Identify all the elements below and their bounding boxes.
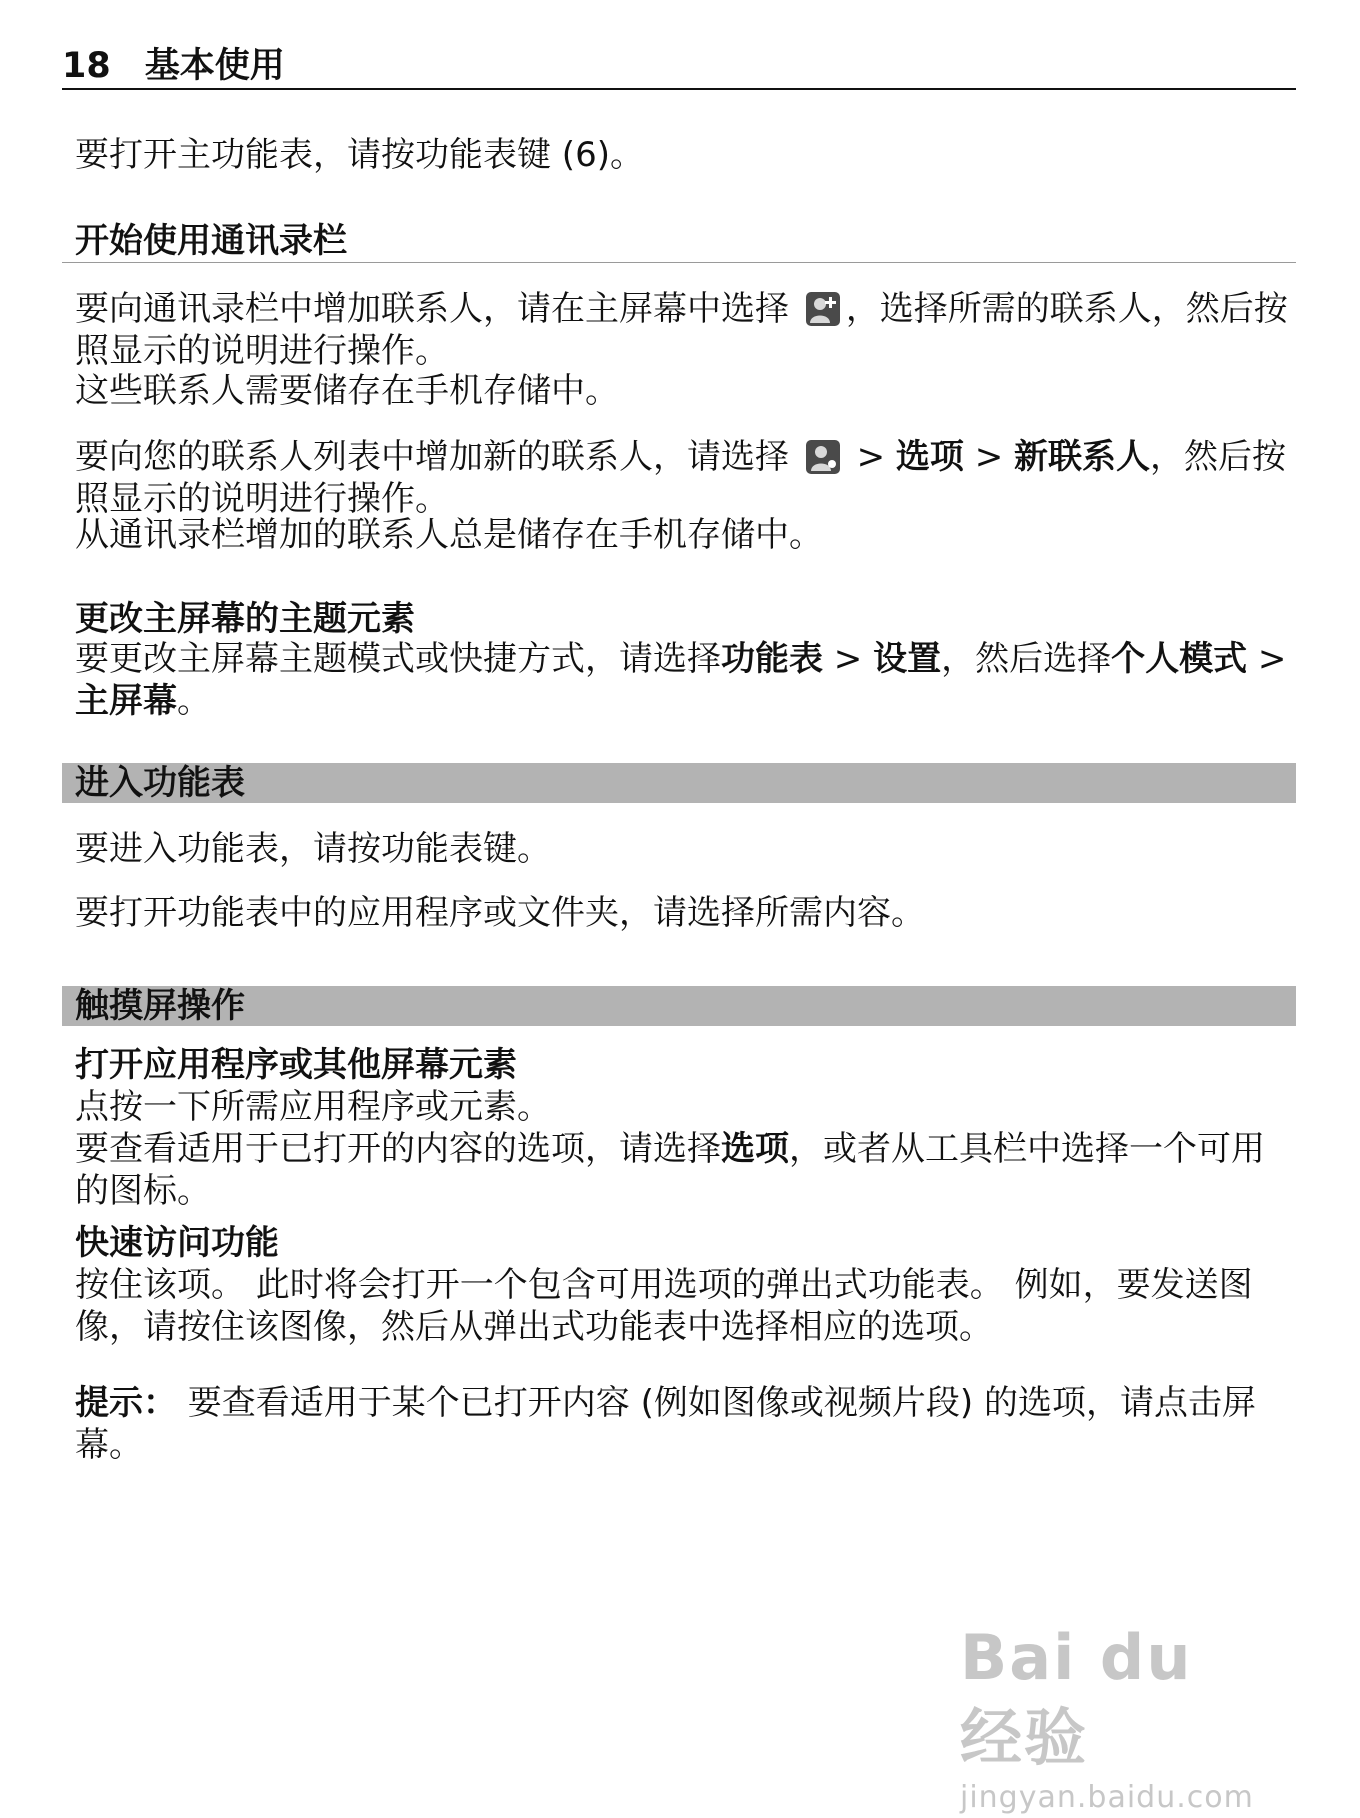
baidu-watermark: [960, 1618, 1280, 1815]
intro-paragraph: 要打开主功能表，请按功能表键 (6)。: [75, 135, 644, 175]
menu-paragraph-1: 要进入功能表，请按功能表键。: [75, 829, 551, 869]
theme-paragraph: 要更改主屏幕主题模式或快捷方式，请选择功能表 > 设置，然后选择个人模式 > 主屏幕。: [75, 639, 1287, 721]
open-paragraph-1: 点按一下所需应用程序或元素。: [75, 1087, 551, 1127]
watermark-logo: Bai du 经验: [960, 1621, 1193, 1774]
personal-mode-command: 个人模式: [1111, 639, 1248, 679]
page-header: [62, 44, 1296, 90]
settings-command: 设置: [873, 639, 942, 679]
section-band-touch: [62, 986, 1296, 1026]
menu-paragraph-2: 要打开功能表中的应用程序或文件夹，请选择所需内容。: [75, 893, 925, 933]
section-title-touch: 触摸屏操作: [75, 986, 245, 1026]
watermark-url: jingyan.baidu.com: [960, 1780, 1254, 1815]
section-title-contacts-bar: 开始使用通讯录栏: [75, 221, 347, 261]
options-command: 选项: [895, 437, 964, 477]
quick-paragraph: 按住该项。 此时将会打开一个包含可用选项的弹出式功能表。 例如，要发送图像，请按住该图像，然后从弹出式功能表中选择相应的选项。: [75, 1265, 1253, 1347]
section-title-theme: 更改主屏幕的主题元素: [75, 599, 415, 639]
tip-label: 提示：: [75, 1383, 177, 1423]
tip-paragraph: 提示： 要查看适用于某个已打开内容 (例如图像或视频片段) 的选项，请点击屏幕。: [75, 1383, 1256, 1465]
chapter-title: 基本使用: [144, 46, 285, 86]
add-contact-icon: [806, 292, 840, 326]
contacts-bar-paragraph-3: 要向您的联系人列表中增加新的联系人，请选择 > 选项 > 新联系人，然后按照显示的说明进行操作。: [75, 437, 1287, 519]
contacts-bar-paragraph-2: 这些联系人需要储存在手机存储中。: [75, 371, 619, 411]
contacts-bar-paragraph-1: 要向通讯录栏中增加联系人，请在主屏幕中选择 ，选择所需的联系人，然后按照显示的说明进行操作。: [75, 289, 1288, 371]
contacts-bar-paragraph-4: 从通讯录栏增加的联系人总是储存在手机存储中。: [75, 515, 823, 555]
subsection-title-open: 打开应用程序或其他屏幕元素: [75, 1045, 517, 1085]
home-screen-command: 主屏幕: [75, 681, 177, 721]
section-divider: [62, 262, 1296, 263]
section-band-menu: [62, 763, 1296, 803]
subsection-title-quick: 快速访问功能: [75, 1223, 279, 1263]
page-number: 18: [62, 46, 111, 86]
contact-icon: [806, 440, 840, 474]
section-title-menu: 进入功能表: [75, 763, 245, 803]
menu-command: 功能表: [721, 639, 823, 679]
open-paragraph-2: 要查看适用于已打开的内容的选项，请选择选项，或者从工具栏中选择一个可用的图标。: [75, 1129, 1265, 1211]
new-contact-command: 新联系人: [1014, 437, 1151, 477]
options-command: 选项: [721, 1129, 789, 1169]
